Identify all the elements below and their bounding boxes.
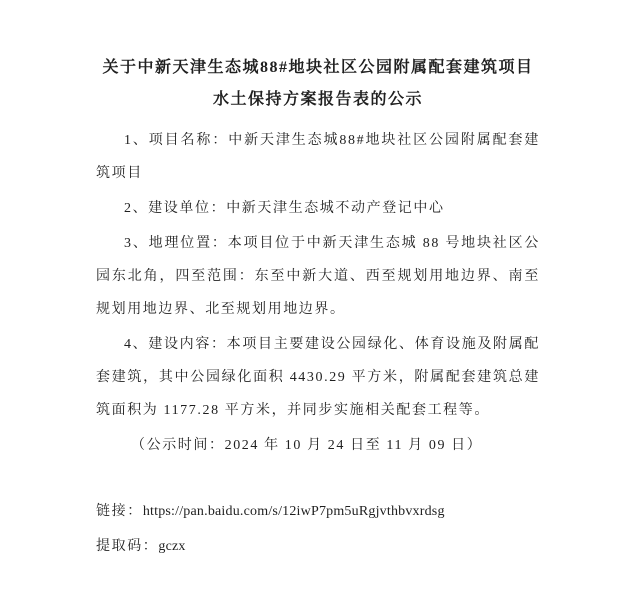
extraction-code-value: gczx — [158, 539, 186, 554]
paragraph-construction-content: 4、建设内容：本项目主要建设公园绿化、体育设施及附属配套建筑，其中公园绿化面积 4430.29 平方米，附属配套建筑总建筑面积为 1177.28 平方米，并同步实施相关配套工程等。 — [96, 337, 540, 418]
extraction-code-label: 提取码： — [96, 539, 159, 554]
extraction-code-line — [96, 530, 540, 563]
document-title — [96, 52, 540, 116]
paragraph-project-name: 1、项目名称：中新天津生态城88#地块社区公园附属配套建筑项目 — [96, 133, 540, 181]
link-label: 链接： — [96, 504, 143, 519]
paragraph-construction-unit: 2、建设单位：中新天津生态城不动产登记中心 — [124, 201, 445, 216]
paragraph-notice-period: （公示时间：2024 年 10 月 24 日至 11 月 09 日） — [131, 438, 483, 453]
link-line — [96, 495, 540, 528]
paragraph-location: 3、地理位置：本项目位于中新天津生态城 88 号地块社区公园东北角，四至范围：东至中新大道、西至规划用地边界、南至规划用地边界、北至规划用地边界。 — [96, 236, 540, 317]
document-title-line-1: 关于中新天津生态城88#地块社区公园附属配套建筑项目 — [102, 59, 534, 76]
document-title-line-2: 水土保持方案报告表的公示 — [212, 91, 423, 108]
baidu-pan-url: https://pan.baidu.com/s/12iwP7pm5uRgjvthbvxrdsg — [142, 504, 445, 519]
document-body — [96, 124, 540, 563]
